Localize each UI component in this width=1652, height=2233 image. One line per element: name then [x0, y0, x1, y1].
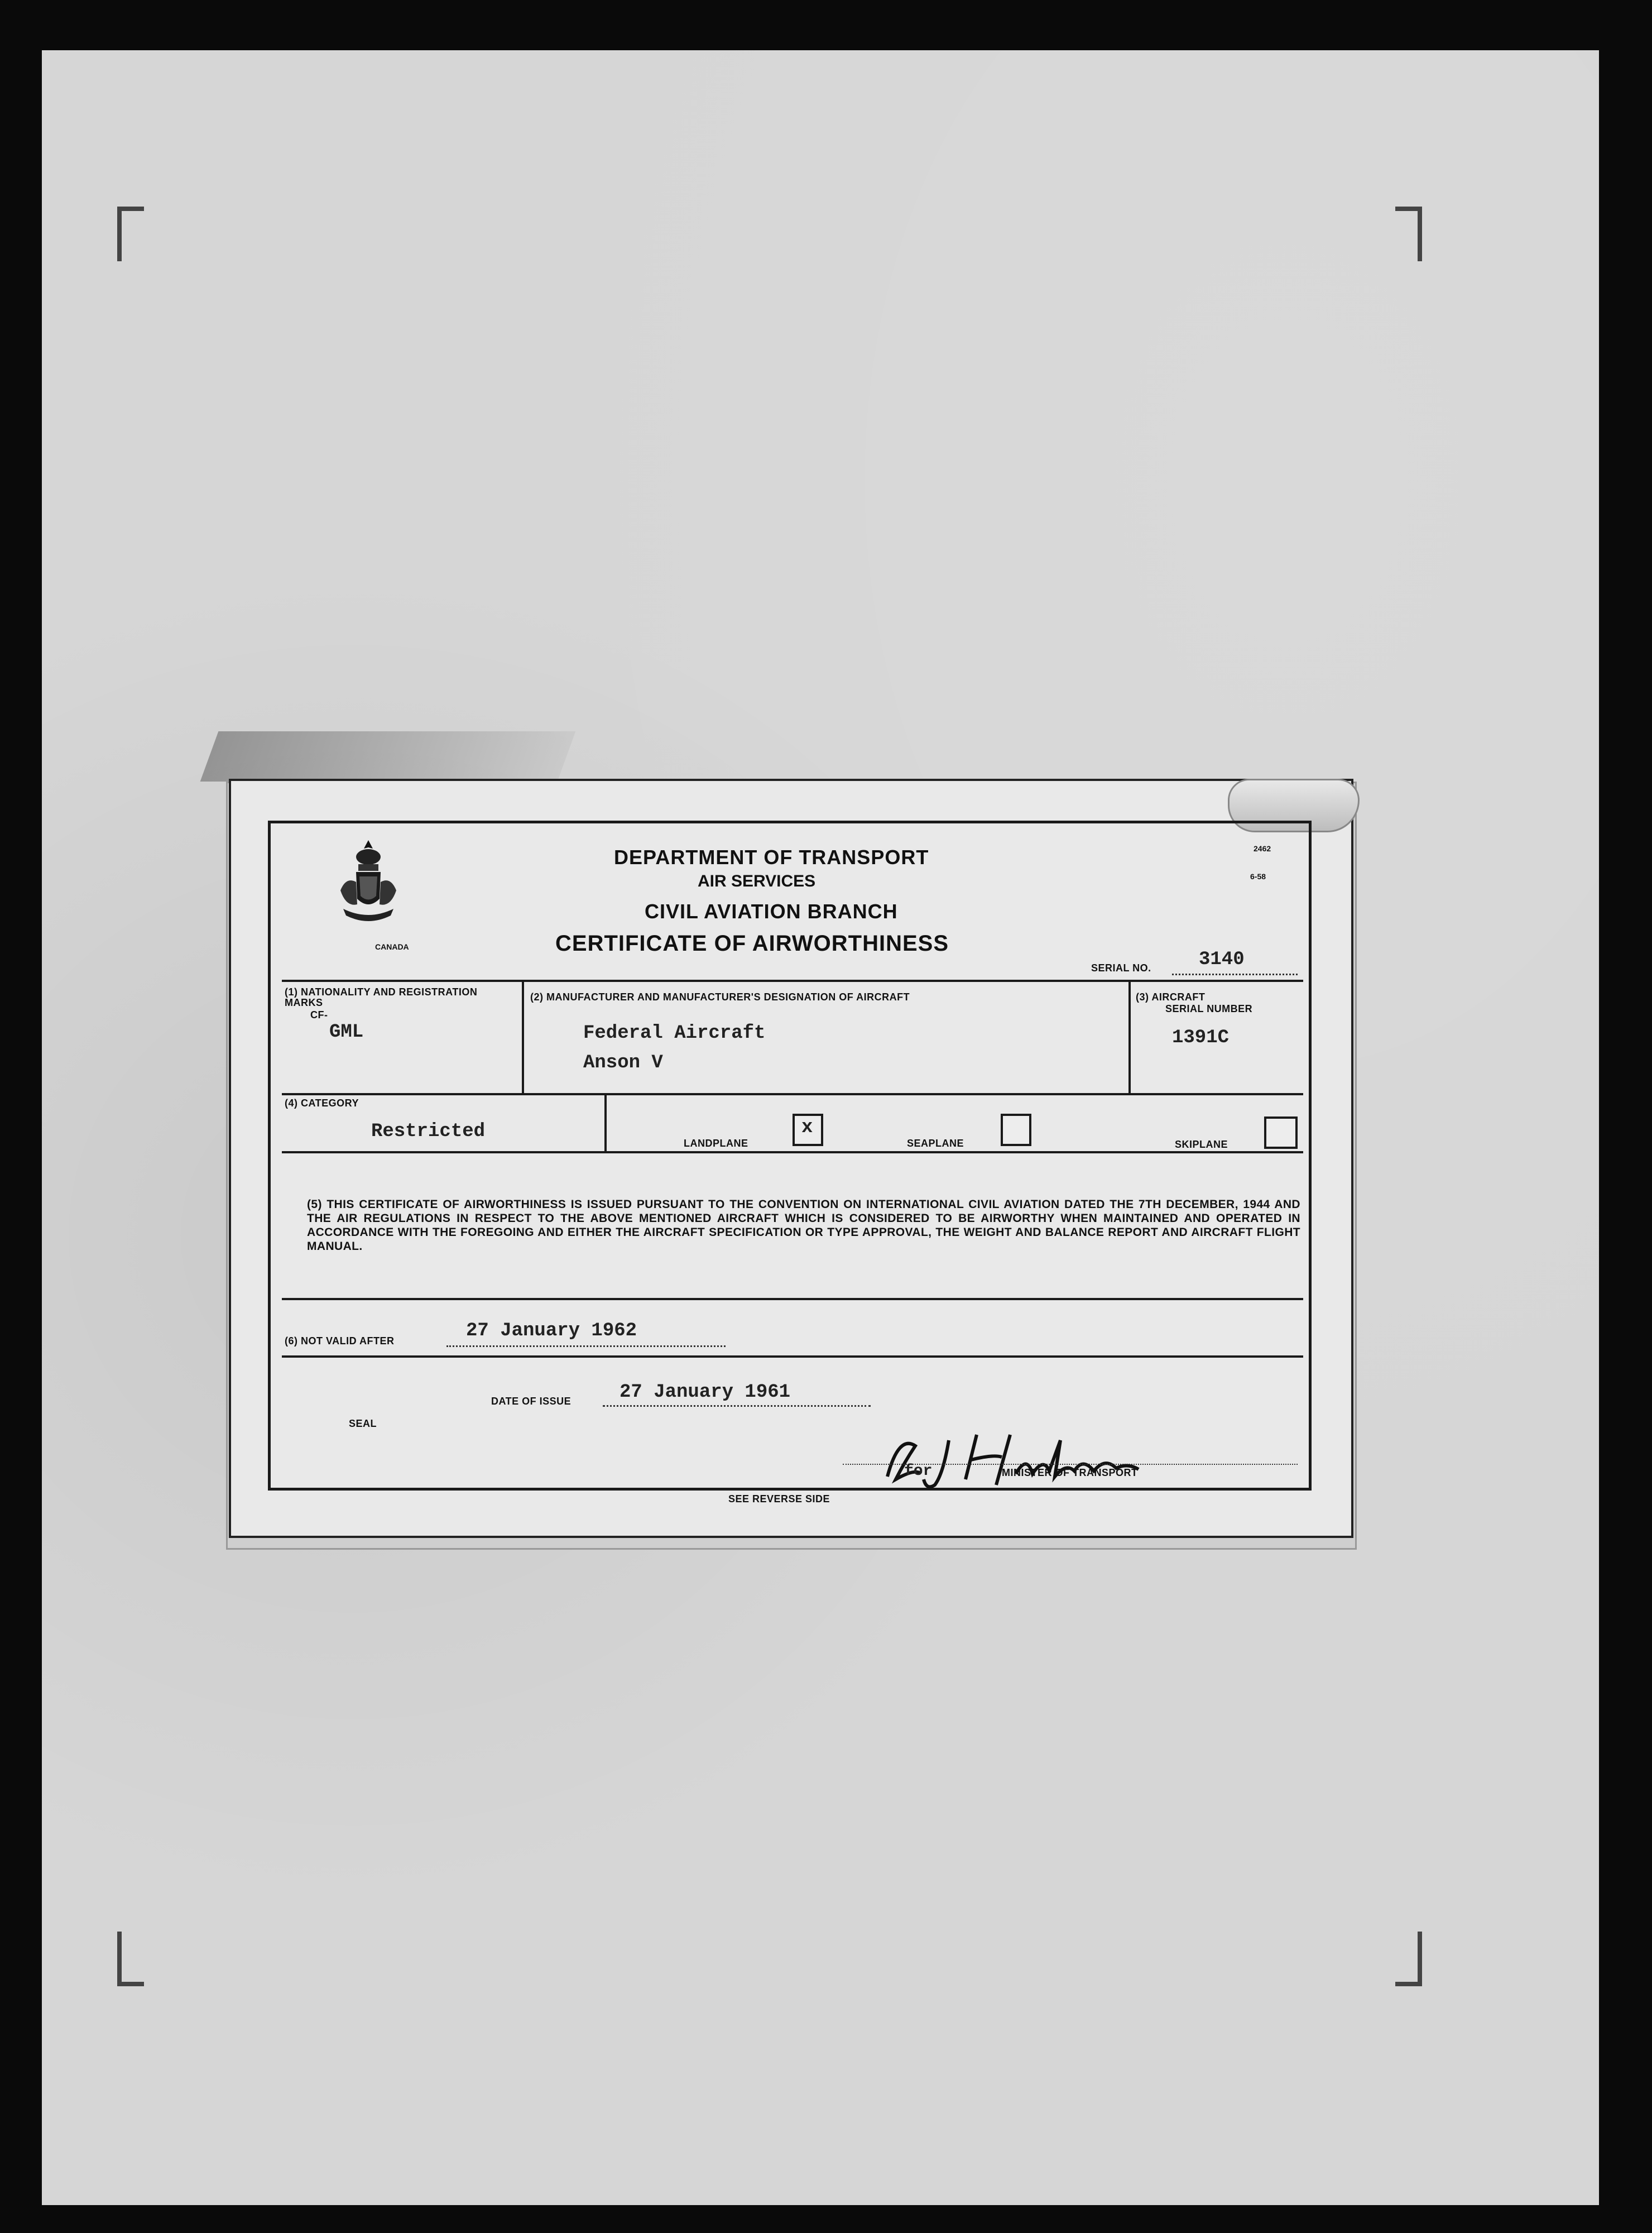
- manufacturer-line-2: Anson V: [583, 1052, 663, 1074]
- rule: [282, 1093, 1303, 1095]
- canada-coat-of-arms-icon: [335, 837, 402, 943]
- field1-label: (1) NATIONALITY AND REGISTRATION MARKS: [285, 986, 478, 1008]
- field4-label: (4) CATEGORY: [285, 1098, 359, 1109]
- department-heading: DEPARTMENT OF TRANSPORT: [614, 846, 929, 869]
- issue-underline: [603, 1405, 871, 1407]
- serial-label: SERIAL NO.: [1091, 962, 1151, 974]
- serial-value: 3140: [1199, 949, 1245, 970]
- crop-mark-bottom-left: [117, 1932, 144, 1986]
- card-shadow: [200, 731, 576, 782]
- skiplane-checkbox: [1264, 1116, 1298, 1149]
- field3-label-1: (3) AIRCRAFT: [1136, 991, 1206, 1003]
- form-date: 6-58: [1250, 872, 1266, 881]
- minister-label: MINISTER OF TRANSPORT: [1002, 1467, 1138, 1478]
- rule: [522, 982, 524, 1094]
- landplane-checkbox: [793, 1114, 823, 1146]
- see-reverse-label: SEE REVERSE SIDE: [728, 1493, 830, 1504]
- landplane-label: LANDPLANE: [684, 1138, 748, 1149]
- field6-label: (6) NOT VALID AFTER: [285, 1335, 395, 1346]
- issue-label: DATE OF ISSUE: [491, 1396, 572, 1407]
- seaplane-checkbox: [1001, 1114, 1031, 1146]
- crest-caption: CANADA: [375, 942, 409, 951]
- date-of-issue: 27 January 1961: [620, 1382, 791, 1403]
- rule: [282, 980, 1303, 982]
- branch-heading: CIVIL AVIATION BRANCH: [645, 900, 898, 923]
- services-heading: AIR SERVICES: [698, 872, 816, 890]
- not-valid-after-date: 27 January 1962: [466, 1320, 637, 1341]
- crop-mark-bottom-right: [1395, 1932, 1422, 1986]
- field5-statement: (5) THIS CERTIFICATE OF AIRWORTHINESS IS ISSUED PURSUANT TO THE CONVENTION ON INTERNATIONAL CIVIL AVIATION DATED THE 7TH DECEMBER, 1944 AND THE AIR REGULATIONS IN RESPECT TO THE ABOVE MENTIONED AIRCRAFT WHICH IS CONSIDERED TO BE AIRWORTHY WHEN MAINTAINED AND OPERATED IN ACCORDANCE WITH THE FOREGOING AND EITHER THE AIRCRAFT SPECIFICATION OR TYPE APPROVAL, THE WEIGHT AND BALANCE REPORT AND AIRCRAFT FLIGHT MANUAL.: [307, 1198, 1300, 1253]
- field3-label-2: SERIAL NUMBER: [1165, 1003, 1253, 1014]
- landplane-check-mark: x: [801, 1117, 813, 1138]
- not-valid-after-underline: [446, 1345, 726, 1347]
- aircraft-serial-number: 1391C: [1172, 1027, 1230, 1048]
- serial-underline: [1172, 974, 1298, 975]
- rule: [604, 1095, 607, 1151]
- form-number: 2462: [1254, 844, 1271, 853]
- manufacturer-line-1: Federal Aircraft: [583, 1023, 766, 1044]
- registration-marks: GML: [329, 1022, 364, 1043]
- category-value: Restricted: [371, 1121, 486, 1142]
- rule: [282, 1151, 1303, 1153]
- for-label: for: [904, 1463, 933, 1480]
- crop-mark-top-right: [1395, 207, 1422, 261]
- field1-prefix: CF-: [310, 1009, 328, 1020]
- seal-label: SEAL: [349, 1418, 377, 1429]
- rule: [282, 1298, 1303, 1300]
- certificate-title: CERTIFICATE OF AIRWORTHINESS: [555, 931, 949, 956]
- minister-signature-icon: [882, 1424, 1172, 1491]
- field2-label: (2) MANUFACTURER AND MANUFACTURER'S DESIGNATION OF AIRCRAFT: [530, 991, 910, 1003]
- crop-mark-top-left: [117, 207, 144, 261]
- skiplane-label: SKIPLANE: [1175, 1139, 1228, 1150]
- rule: [1128, 982, 1131, 1094]
- seaplane-label: SEAPLANE: [907, 1138, 964, 1149]
- rule: [282, 1355, 1303, 1358]
